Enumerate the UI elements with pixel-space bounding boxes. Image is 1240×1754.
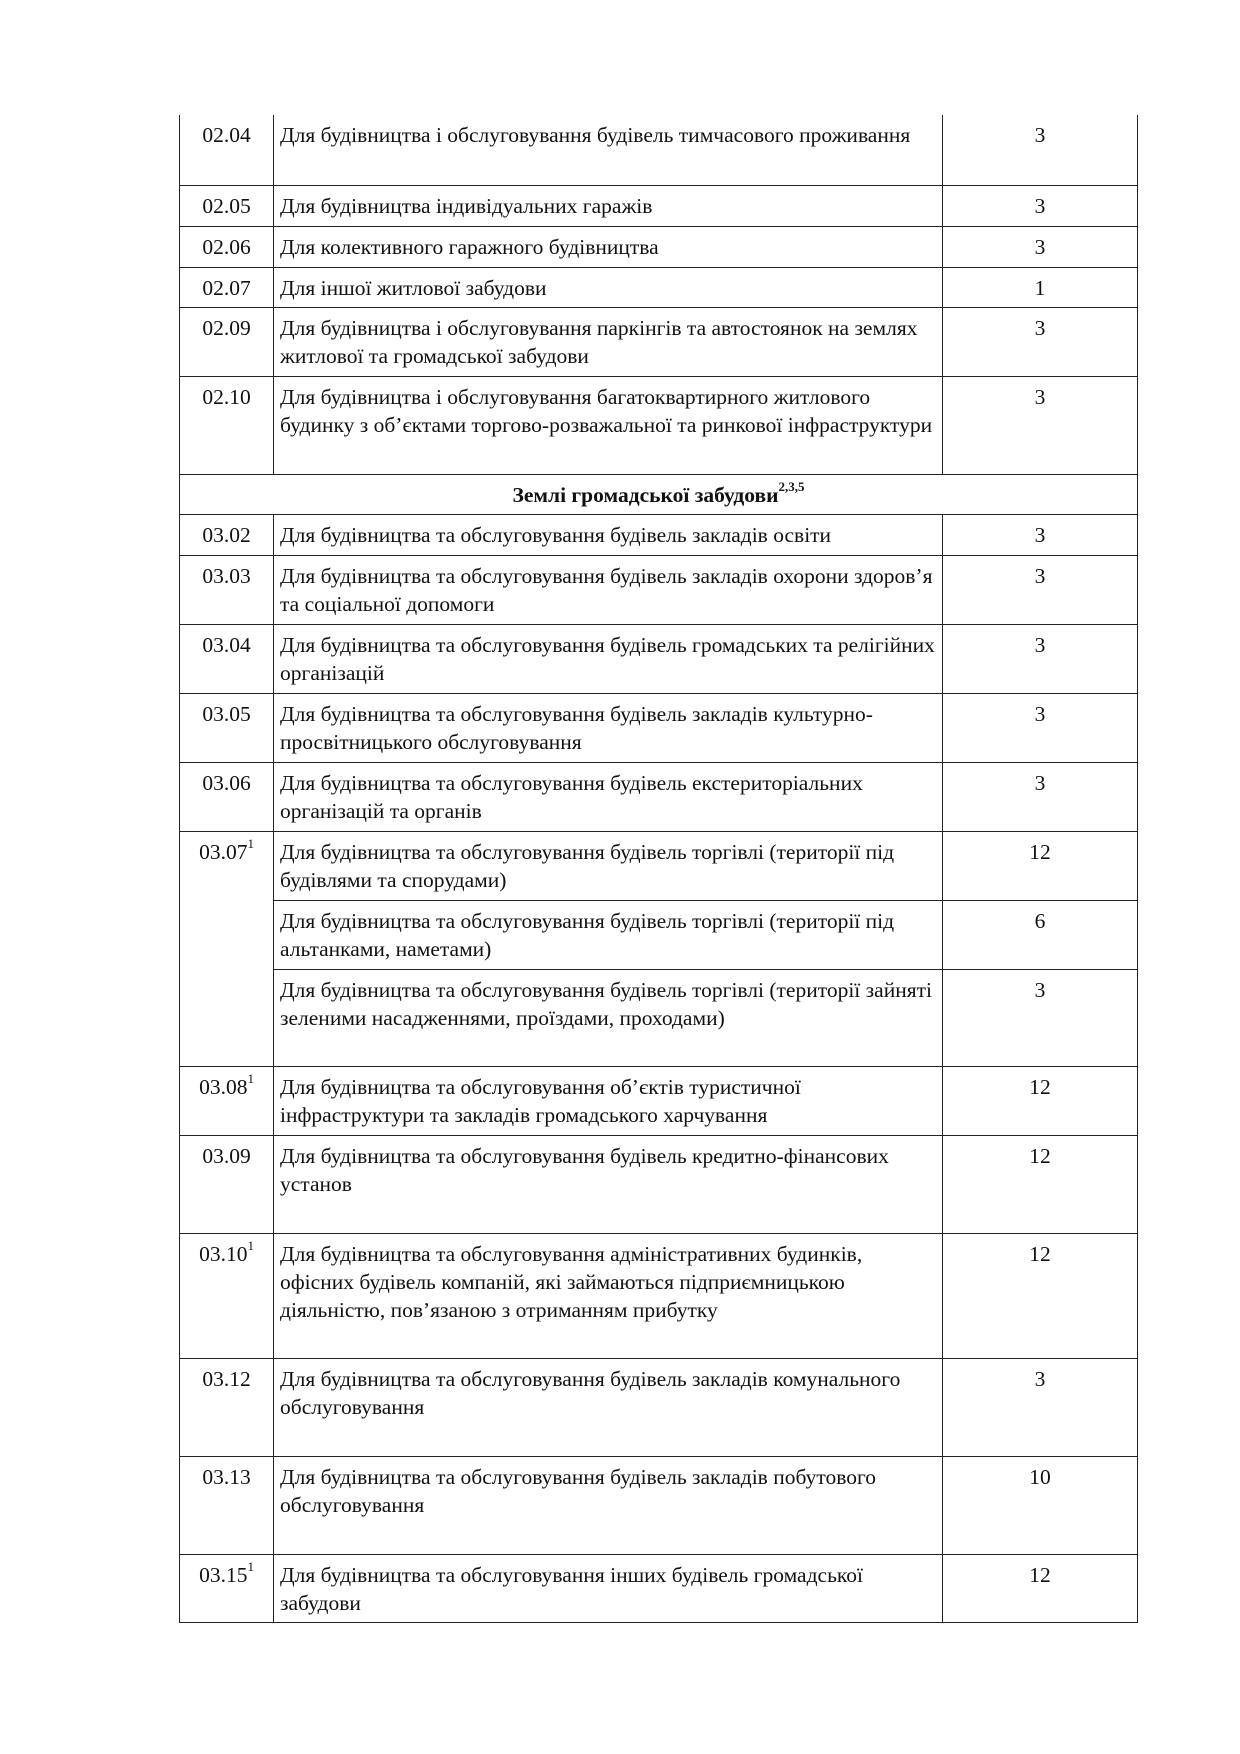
purpose-description: Для будівництва та обслуговування будівель торгівлі (території зайняті зеленими насадженнями, проїздами, проходами) (274, 969, 943, 1066)
purpose-code: 03.03 (180, 555, 274, 624)
purpose-code: 03.05 (180, 693, 274, 762)
footnote-marker: 1 (247, 1071, 254, 1087)
purpose-description: Для будівництва індивідуальних гаражів (274, 185, 943, 226)
table-row (180, 1456, 1138, 1554)
table-row (180, 267, 1138, 307)
purpose-code: 03.13 (180, 1456, 274, 1554)
rate-value: 3 (943, 185, 1138, 226)
rate-value: 12 (943, 1135, 1138, 1233)
rate-value: 3 (943, 693, 1138, 762)
table-row (180, 1233, 1138, 1358)
purpose-code: 02.10 (180, 376, 274, 474)
rate-value: 3 (943, 376, 1138, 474)
table-row (180, 185, 1138, 226)
rate-value: 12 (943, 831, 1138, 900)
purpose-description: Для будівництва та обслуговування будівель закладів культурно-просвітницького обслуговування (274, 693, 943, 762)
footnote-marker: 2,3,5 (778, 479, 805, 495)
table-row (180, 693, 1138, 762)
purpose-code: 02.09 (180, 307, 274, 376)
purpose-description: Для будівництва та обслуговування інших будівель громадської забудови (274, 1554, 943, 1622)
purpose-description: Для будівництва та обслуговування будівель екстериторіальних організацій та органів (274, 762, 943, 831)
rate-value: 3 (943, 514, 1138, 555)
purpose-code: 03.07$^1$ (180, 831, 274, 1066)
table-row (180, 969, 1138, 1066)
purpose-code: 03.06 (180, 762, 274, 831)
table-row (180, 226, 1138, 267)
section-title: Землі громадської забудови$^{2,3,5}$ (180, 474, 1138, 514)
purpose-description: Для будівництва і обслуговування паркінгів та автостоянок на землях житлової та громадської забудови (274, 307, 943, 376)
rate-value: 3 (943, 226, 1138, 267)
purpose-code: 02.05 (180, 185, 274, 226)
table-row (180, 900, 1138, 969)
rate-value: 10 (943, 1456, 1138, 1554)
purpose-code: 02.07 (180, 267, 274, 307)
rate-value: 3 (943, 969, 1138, 1066)
rate-value: 3 (943, 624, 1138, 693)
table-row (180, 624, 1138, 693)
purpose-description: Для будівництва і обслуговування багатоквартирного житлового будинку з об’єктами торгово-розважальної та ринкової інфраструктури (274, 376, 943, 474)
rate-value: 12 (943, 1233, 1138, 1358)
rate-value: 3 (943, 555, 1138, 624)
rate-value: 3 (943, 762, 1138, 831)
table-row (180, 1066, 1138, 1135)
table-row (180, 1554, 1138, 1622)
purpose-description: Для будівництва та обслуговування будівель закладів побутового обслуговування (274, 1456, 943, 1554)
purpose-description: Для будівництва та обслуговування будівель кредитно-фінансових установ (274, 1135, 943, 1233)
purpose-code: 02.06 (180, 226, 274, 267)
purpose-description: Для будівництва та обслуговування будівель закладів комунального обслуговування (274, 1358, 943, 1456)
purpose-description: Для будівництва та обслуговування будівель громадських та релігійних організацій (274, 624, 943, 693)
purpose-code: 03.08$^1$ (180, 1066, 274, 1135)
rate-value: 12 (943, 1554, 1138, 1622)
purpose-description: Для іншої житлової забудови (274, 267, 943, 307)
table-row (180, 115, 1138, 185)
purpose-description: Для будівництва та обслуговування будівель торгівлі (території під альтанками, наметами) (274, 900, 943, 969)
footnote-marker: 1 (247, 836, 254, 852)
rate-value: 3 (943, 1358, 1138, 1456)
purpose-code: 03.12 (180, 1358, 274, 1456)
purpose-description: Для будівництва і обслуговування будівель тимчасового проживання (274, 115, 943, 185)
purpose-code: 03.02 (180, 514, 274, 555)
rate-value: 1 (943, 267, 1138, 307)
purpose-description: Для будівництва та обслуговування будівель закладів освіти (274, 514, 943, 555)
purpose-code: 02.04 (180, 115, 274, 185)
purpose-code: 03.15$^1$ (180, 1554, 274, 1622)
rate-value: 6 (943, 900, 1138, 969)
table-row (180, 762, 1138, 831)
table-row (180, 1135, 1138, 1233)
land-rates-table (179, 115, 1138, 1623)
purpose-description: Для будівництва та обслуговування адміністративних будинків, офісних будівель компаній, які займаються підприємницькою діяльністю, пов’язаною з отриманням прибутку (274, 1233, 943, 1358)
purpose-code: 03.10$^1$ (180, 1233, 274, 1358)
rate-value: 3 (943, 115, 1138, 185)
section-header-row (180, 474, 1138, 514)
purpose-code: 03.04 (180, 624, 274, 693)
rate-value: 3 (943, 307, 1138, 376)
table-row (180, 831, 1138, 900)
purpose-description: Для колективного гаражного будівництва (274, 226, 943, 267)
purpose-description: Для будівництва та обслуговування будівель торгівлі (території під будівлями та спорудами) (274, 831, 943, 900)
footnote-marker: 1 (247, 1559, 254, 1575)
purpose-code: 03.09 (180, 1135, 274, 1233)
table-row (180, 376, 1138, 474)
footnote-marker: 1 (247, 1238, 254, 1254)
purpose-description: Для будівництва та обслуговування об’єктів туристичної інфраструктури та закладів громадського харчування (274, 1066, 943, 1135)
table-row (180, 514, 1138, 555)
table-row (180, 1358, 1138, 1456)
rate-value: 12 (943, 1066, 1138, 1135)
table-row (180, 555, 1138, 624)
purpose-description: Для будівництва та обслуговування будівель закладів охорони здоров’я та соціальної допомоги (274, 555, 943, 624)
table-row (180, 307, 1138, 376)
